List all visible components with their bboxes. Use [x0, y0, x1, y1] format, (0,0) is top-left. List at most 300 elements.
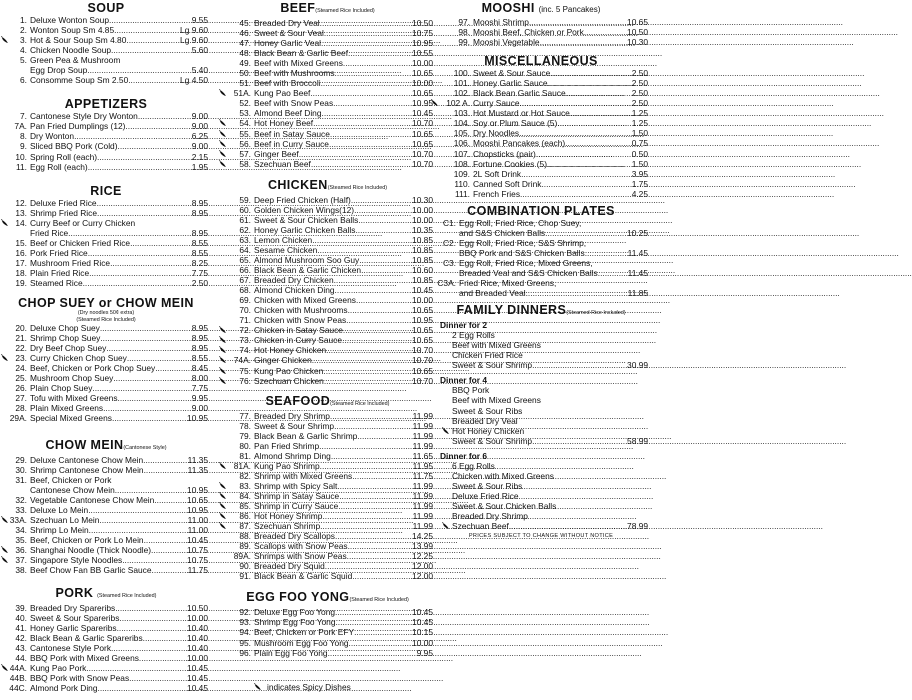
- family-dinner-item: [434, 521, 648, 531]
- menu-item: [4, 343, 208, 353]
- item-price: 10.65: [412, 325, 433, 336]
- item-price: 10.50: [187, 603, 208, 614]
- chowmein-section: [4, 438, 208, 576]
- menu-item: [434, 88, 648, 98]
- item-number: 18.: [15, 267, 27, 278]
- item-number: 2.: [20, 25, 27, 36]
- leader-dots: [130, 238, 191, 248]
- item-name: Sweet & Sour Shrimp: [452, 360, 533, 371]
- menu-item: [222, 551, 433, 561]
- item-name: Szechuan Lo Mein: [30, 514, 100, 525]
- item-name: Beef with Mixed Greens: [452, 340, 541, 351]
- soup-list: [4, 15, 208, 85]
- leader-dots: [138, 111, 191, 121]
- leader-dots: [545, 228, 626, 238]
- pepper-icon: [431, 99, 439, 107]
- item-price: 10.15: [412, 627, 433, 638]
- item-name: Beef in Satay Sauce: [254, 128, 330, 139]
- menu-item: [4, 673, 208, 683]
- item-number: 48.: [239, 48, 251, 59]
- menu-column-right: [434, 0, 648, 541]
- leader-dots: [352, 571, 411, 581]
- pepper-icon: [219, 512, 227, 520]
- family-dinner-item: [434, 406, 648, 416]
- leader-dots: [584, 27, 626, 37]
- item-number: 4.: [20, 45, 27, 56]
- item-price: 11.65: [412, 450, 433, 461]
- family-dinner-item: [434, 471, 648, 481]
- item-price: 11.99: [412, 501, 433, 512]
- item-number: 9.: [20, 141, 27, 152]
- leader-dots: [100, 333, 190, 343]
- item-price: 10.65: [412, 128, 433, 139]
- item-number: 44C.: [9, 683, 27, 694]
- item-name: Deluxe Chop Suey: [30, 323, 100, 334]
- menu-item: [4, 555, 208, 565]
- item-name: Beef Chow Fan BB Garlic Sauce: [30, 565, 152, 576]
- item-price: 11.99: [412, 490, 433, 501]
- leader-dots: [98, 683, 187, 693]
- menu-item: [4, 603, 208, 613]
- item-number: 14.: [15, 217, 27, 228]
- item-name: Chicken with Mixed Greens: [254, 295, 356, 306]
- menu-item: [434, 159, 648, 169]
- item-number: 19.: [15, 277, 27, 288]
- item-number: 44.: [15, 653, 27, 664]
- misc-section: [434, 54, 648, 199]
- menu-item: [222, 471, 433, 481]
- item-price: 11.95: [412, 460, 433, 471]
- leader-dots: [349, 638, 412, 648]
- family-dinner-item: [434, 461, 648, 471]
- item-name: Beef with Broccoli: [254, 78, 321, 89]
- item-number: 102.: [453, 88, 470, 99]
- item-price: 10.45: [412, 607, 433, 618]
- item-number: 79.: [239, 430, 251, 441]
- pepper-icon: [219, 462, 227, 470]
- menu-item: [222, 561, 433, 571]
- item-name: Breaded Dry Shrimp: [452, 510, 528, 521]
- item-number: C2.: [442, 237, 456, 248]
- menu-item: [222, 325, 433, 335]
- item-price: 10.95: [187, 413, 208, 424]
- mooshi-list: [434, 17, 648, 47]
- item-number: 72.: [239, 325, 251, 336]
- leader-dots: [319, 441, 411, 451]
- chopsuey-rice-note: (Steamed Rice Included): [76, 316, 136, 323]
- leader-dots: [509, 521, 626, 531]
- item-number: 7A.: [14, 121, 27, 132]
- item-price: 10.65: [412, 335, 433, 346]
- menu-column-middle: [222, 0, 433, 658]
- item-name: Chopsticks (pair): [473, 148, 536, 159]
- leader-dots: [329, 139, 411, 149]
- item-name: Green Pea & Mushroom: [30, 55, 121, 66]
- leader-dots: [330, 411, 412, 421]
- leader-dots: [320, 18, 411, 28]
- item-number: 35.: [15, 534, 27, 545]
- pepper-icon: [219, 346, 227, 354]
- item-name: Hot Mustard or Hot Sauce: [473, 108, 570, 119]
- item-price: 8.95: [191, 197, 208, 208]
- item-number: 66.: [239, 265, 251, 276]
- item-name: Beef, Chicken or Pork: [30, 474, 112, 485]
- family-dinner-item: [434, 416, 648, 426]
- menu-item: [222, 511, 433, 521]
- menu-item: [4, 45, 208, 55]
- item-number: 108.: [453, 158, 470, 169]
- menu-item: [434, 228, 648, 238]
- leader-dots: [87, 65, 190, 75]
- item-price: 2.15: [191, 151, 208, 162]
- item-number: 12.: [15, 197, 27, 208]
- item-price: 10.70: [412, 375, 433, 386]
- leader-dots: [339, 491, 411, 501]
- item-number: C3A.: [437, 278, 456, 289]
- leader-dots: [143, 455, 187, 465]
- pepper-icon: [254, 683, 262, 691]
- item-number: 33.: [15, 504, 27, 515]
- item-name: Sweet & Sour Shrimp: [254, 420, 335, 431]
- item-name: Almond Mushroom Soo Guy: [254, 254, 360, 265]
- menu-item: [4, 383, 208, 393]
- item-number: 74A.: [233, 355, 251, 366]
- leader-dots: [532, 436, 626, 446]
- item-number: 5.: [20, 55, 27, 66]
- menu-item: [222, 541, 433, 551]
- item-number: 63.: [239, 234, 251, 245]
- item-name: 2L Soft Drink: [473, 168, 522, 179]
- chicken-list: [222, 195, 433, 386]
- menu-item: [222, 78, 433, 88]
- leader-dots: [151, 545, 186, 555]
- item-name: Sweet & Sour Chicken Balls: [452, 500, 557, 511]
- item-price: 0.75: [631, 138, 648, 149]
- item-name: Sesame Chicken: [254, 244, 318, 255]
- menu-item: [4, 75, 208, 85]
- item-name: Golden Chicken Wings(12): [254, 204, 355, 215]
- menu-item: [4, 363, 208, 373]
- item-name: Dry Beef Chop Suey: [30, 343, 107, 354]
- item-price: 2.50: [631, 78, 648, 89]
- leader-dots: [346, 315, 411, 325]
- item-name: Sweet & Sour Ribs: [452, 480, 523, 491]
- item-price: 1.50: [631, 128, 648, 139]
- family-dinner-item: [434, 436, 648, 446]
- item-number: 13.: [15, 207, 27, 218]
- item-price: 10.70: [412, 345, 433, 356]
- item-name: Spring Roll (each): [30, 151, 98, 162]
- item-name: Fried Rice, Mixed Greens,: [459, 278, 557, 289]
- item-price: 8.95: [191, 323, 208, 334]
- eggfooyong-title: EGG FOO YONG(Steamed Rice Included): [246, 590, 409, 605]
- item-name: Egg Roll, Fried Rice, S&S Shrimp,: [459, 237, 587, 248]
- item-number: 87.: [239, 521, 251, 532]
- item-price: 10.85: [412, 234, 433, 245]
- item-name: Sweet & Sour Spareribs: [30, 613, 120, 624]
- menu-item: [4, 198, 208, 208]
- item-price: 10.85: [412, 254, 433, 265]
- item-name: Kung Pao Beef: [254, 88, 311, 99]
- pepper-icon: [1, 36, 9, 44]
- menu-item: [222, 366, 433, 376]
- menu-item: [434, 218, 648, 228]
- item-name: Steamed Rice: [30, 277, 83, 288]
- menu-item: [434, 179, 648, 189]
- item-name: Egg Roll (each): [30, 161, 88, 172]
- menu-item: [222, 48, 433, 58]
- menu-item: [434, 108, 648, 118]
- item-price: Lg 9.60: [180, 25, 208, 36]
- item-name: Deluxe Lo Mein: [30, 504, 89, 515]
- item-price: 1.75: [631, 178, 648, 189]
- item-number: 57.: [239, 148, 251, 159]
- leader-dots: [126, 35, 179, 45]
- menu-item: [222, 205, 433, 215]
- menu-item: [4, 333, 208, 343]
- item-name: Consomme Soup Sm 2.50: [30, 75, 129, 86]
- item-number: 7.: [20, 111, 27, 122]
- leader-dots: [320, 461, 412, 471]
- leader-dots: [540, 37, 626, 47]
- item-price: 10.40: [187, 633, 208, 644]
- leader-dots: [128, 75, 179, 85]
- menu-item: [434, 98, 648, 108]
- misc-title: MISCELLANEOUS: [484, 54, 598, 69]
- menu-item: [4, 218, 208, 228]
- family-dinner-item: [434, 491, 648, 501]
- leader-dots: [83, 278, 191, 288]
- leader-dots: [547, 78, 630, 88]
- menu-item: [434, 128, 648, 138]
- item-name: Black Bean & Garlic Chicken: [254, 265, 362, 276]
- price-change-note: PRICES SUBJECT TO CHANGE WITHOUT NOTICE: [468, 533, 614, 540]
- family-dinner-group: [434, 451, 648, 531]
- item-price: 11.75: [412, 470, 433, 481]
- item-number: 82.: [239, 470, 251, 481]
- item-number: 81.: [239, 450, 251, 461]
- item-name: Egg Drop Soup: [30, 65, 88, 76]
- leader-dots: [322, 511, 411, 521]
- item-name: Black Bean Garlic Sauce: [473, 88, 566, 99]
- item-name: and Breaded Veal: [459, 288, 526, 299]
- item-number: 37.: [15, 554, 27, 565]
- item-name: Mushroom Fried Rice: [30, 257, 111, 268]
- menu-item: [4, 515, 208, 525]
- leader-dots: [115, 603, 186, 613]
- leader-dots: [355, 225, 411, 235]
- menu-item: [222, 648, 433, 658]
- item-price: 10.50: [627, 27, 648, 38]
- leader-dots: [325, 561, 411, 571]
- item-number: 44A.: [9, 663, 27, 674]
- leader-dots: [357, 431, 411, 441]
- leader-dots: [361, 265, 411, 275]
- item-number: 60.: [239, 204, 251, 215]
- leader-dots: [550, 68, 630, 78]
- leader-dots: [311, 159, 411, 169]
- menu-item: [434, 78, 648, 88]
- menu-item: [434, 118, 648, 128]
- menu-item: [222, 225, 433, 235]
- item-name: Pan Fried Shrimp: [254, 440, 320, 451]
- rice-list: [4, 198, 208, 288]
- item-name: Chicken with Snow Peas: [254, 315, 347, 326]
- leader-dots: [343, 58, 411, 68]
- item-name: Hot Honey Beef: [254, 118, 314, 129]
- item-name: Breaded Dry Veal: [452, 415, 518, 426]
- menu-item: [222, 521, 433, 531]
- item-price: 10.00: [412, 637, 433, 648]
- leader-dots: [115, 485, 186, 495]
- item-name: Sweet & Sour Sauce: [473, 68, 551, 79]
- item-number: 46.: [239, 28, 251, 39]
- item-number: 31.: [15, 474, 27, 485]
- leader-dots: [155, 363, 190, 373]
- item-price: 10.65: [627, 17, 648, 27]
- menu-item: [222, 88, 433, 98]
- pepper-icon: [219, 522, 227, 530]
- item-number: 88.: [239, 531, 251, 542]
- item-name: Beef, Chicken or Pork Lo Mein: [30, 534, 144, 545]
- item-name: 2 Egg Rolls: [452, 330, 495, 341]
- leader-dots: [358, 215, 411, 225]
- item-number: 90.: [239, 561, 251, 572]
- item-price: 10.00: [412, 214, 433, 225]
- leader-dots: [348, 305, 411, 315]
- beef-note: (Steamed Rice Included): [315, 8, 375, 14]
- menu-item: [222, 421, 433, 431]
- menu-item: [4, 393, 208, 403]
- item-name: Sliced BBQ Pork (Cold): [30, 141, 118, 152]
- item-number: 98.: [458, 27, 470, 38]
- pepper-icon: [219, 130, 227, 138]
- item-name: Beef with Snow Peas: [254, 98, 334, 109]
- item-number: 94.: [239, 627, 251, 638]
- pepper-icon: [1, 556, 9, 564]
- menu-item: [222, 295, 433, 305]
- menu-item: [4, 258, 208, 268]
- spicy-legend-text: indicates Spicy Dishes: [267, 682, 351, 692]
- item-price: 10.70: [412, 118, 433, 129]
- item-name: Deluxe Cantonese Chow Mein: [30, 454, 144, 465]
- item-price: 10.40: [187, 623, 208, 634]
- leader-dots: [541, 179, 630, 189]
- item-name: French Fries: [473, 188, 521, 199]
- leader-dots: [111, 643, 186, 653]
- item-number: 39.: [15, 603, 27, 614]
- leader-dots: [117, 623, 186, 633]
- menu-item: [222, 627, 433, 637]
- leader-dots: [338, 501, 411, 511]
- item-number: 100.: [453, 68, 470, 79]
- seafood-title: SEAFOOD(Steamed Rice Included): [265, 393, 390, 408]
- item-price: 14.25: [412, 531, 433, 542]
- menu-item: [4, 465, 208, 475]
- leader-dots: [125, 121, 190, 131]
- item-price: 10.45: [187, 673, 208, 684]
- item-name: Hot Honey Chicken: [254, 345, 327, 356]
- item-name: Singapore Style Noodles: [30, 554, 123, 565]
- leader-dots: [143, 633, 186, 643]
- menu-item: [222, 305, 433, 315]
- leader-dots: [88, 248, 191, 258]
- item-name: BBQ Pork and S&S Chicken Balls: [459, 247, 585, 258]
- item-number: 6.: [20, 75, 27, 86]
- family-dinner-item: [434, 481, 648, 491]
- pepper-icon: [1, 516, 9, 524]
- item-price: 78.99: [627, 521, 648, 532]
- leader-dots: [331, 451, 412, 461]
- menu-item: [4, 15, 208, 25]
- item-number: 85.: [239, 501, 251, 512]
- leader-dots: [520, 189, 631, 199]
- item-name: Chicken with Mixed Greens: [452, 470, 554, 481]
- leader-dots: [343, 325, 411, 335]
- beef-title: BEEF(Steamed Rice Included): [280, 1, 375, 15]
- leader-dots: [68, 228, 191, 238]
- rice-section: [4, 184, 208, 288]
- pepper-icon: [1, 219, 9, 227]
- item-price: 10.95: [412, 315, 433, 326]
- item-number: 44B.: [9, 673, 27, 684]
- seafood-section: [222, 394, 433, 582]
- pepper-icon: [219, 326, 227, 334]
- item-name: Breaded Dry Squid: [254, 561, 325, 572]
- menu-item: [4, 111, 208, 121]
- menu-item: [222, 129, 433, 139]
- item-name: Almond Chicken Ding: [254, 285, 335, 296]
- item-price: 11.35: [187, 454, 208, 465]
- item-number: 52.: [239, 98, 251, 109]
- item-number: 70.: [239, 305, 251, 316]
- leader-dots: [330, 129, 411, 139]
- menu-item: [222, 531, 433, 541]
- item-number: [434, 268, 459, 278]
- item-price: 9.55: [191, 15, 208, 25]
- item-number: 17.: [15, 257, 27, 268]
- leader-dots: [312, 235, 411, 245]
- leader-dots: [326, 345, 411, 355]
- leader-dots: [312, 355, 411, 365]
- item-number: 65.: [239, 254, 251, 265]
- menu-item: [4, 228, 208, 238]
- item-name: Lemon Chicken: [254, 234, 313, 245]
- menu-item: [4, 323, 208, 333]
- leader-dots: [89, 525, 187, 535]
- item-price: 11.00: [187, 514, 208, 525]
- item-name: BBQ Pork with Mixed Greens: [30, 653, 139, 664]
- item-name: Shrimp in Satay Sauce: [254, 490, 340, 501]
- leader-dots: [109, 15, 191, 25]
- item-number: 51.: [239, 78, 251, 89]
- item-name: Sweet & Sour Shrimp: [452, 435, 533, 446]
- item-number: 10.: [15, 151, 27, 162]
- family-dinner-item: [434, 330, 648, 340]
- family-dinner-item: [434, 426, 648, 436]
- item-name: Canned Soft Drink: [473, 178, 542, 189]
- item-price: 11.99: [412, 430, 433, 441]
- family-dinner-item: [434, 395, 648, 405]
- eggfooyong-section: [222, 590, 433, 657]
- menu-item: [222, 376, 433, 386]
- family-dinner-group: [434, 375, 648, 445]
- item-price: 13.99: [412, 541, 433, 552]
- leader-dots: [529, 17, 626, 27]
- item-price: 5.40: [191, 65, 208, 76]
- item-number: 29.: [15, 454, 27, 465]
- leader-dots: [328, 648, 416, 658]
